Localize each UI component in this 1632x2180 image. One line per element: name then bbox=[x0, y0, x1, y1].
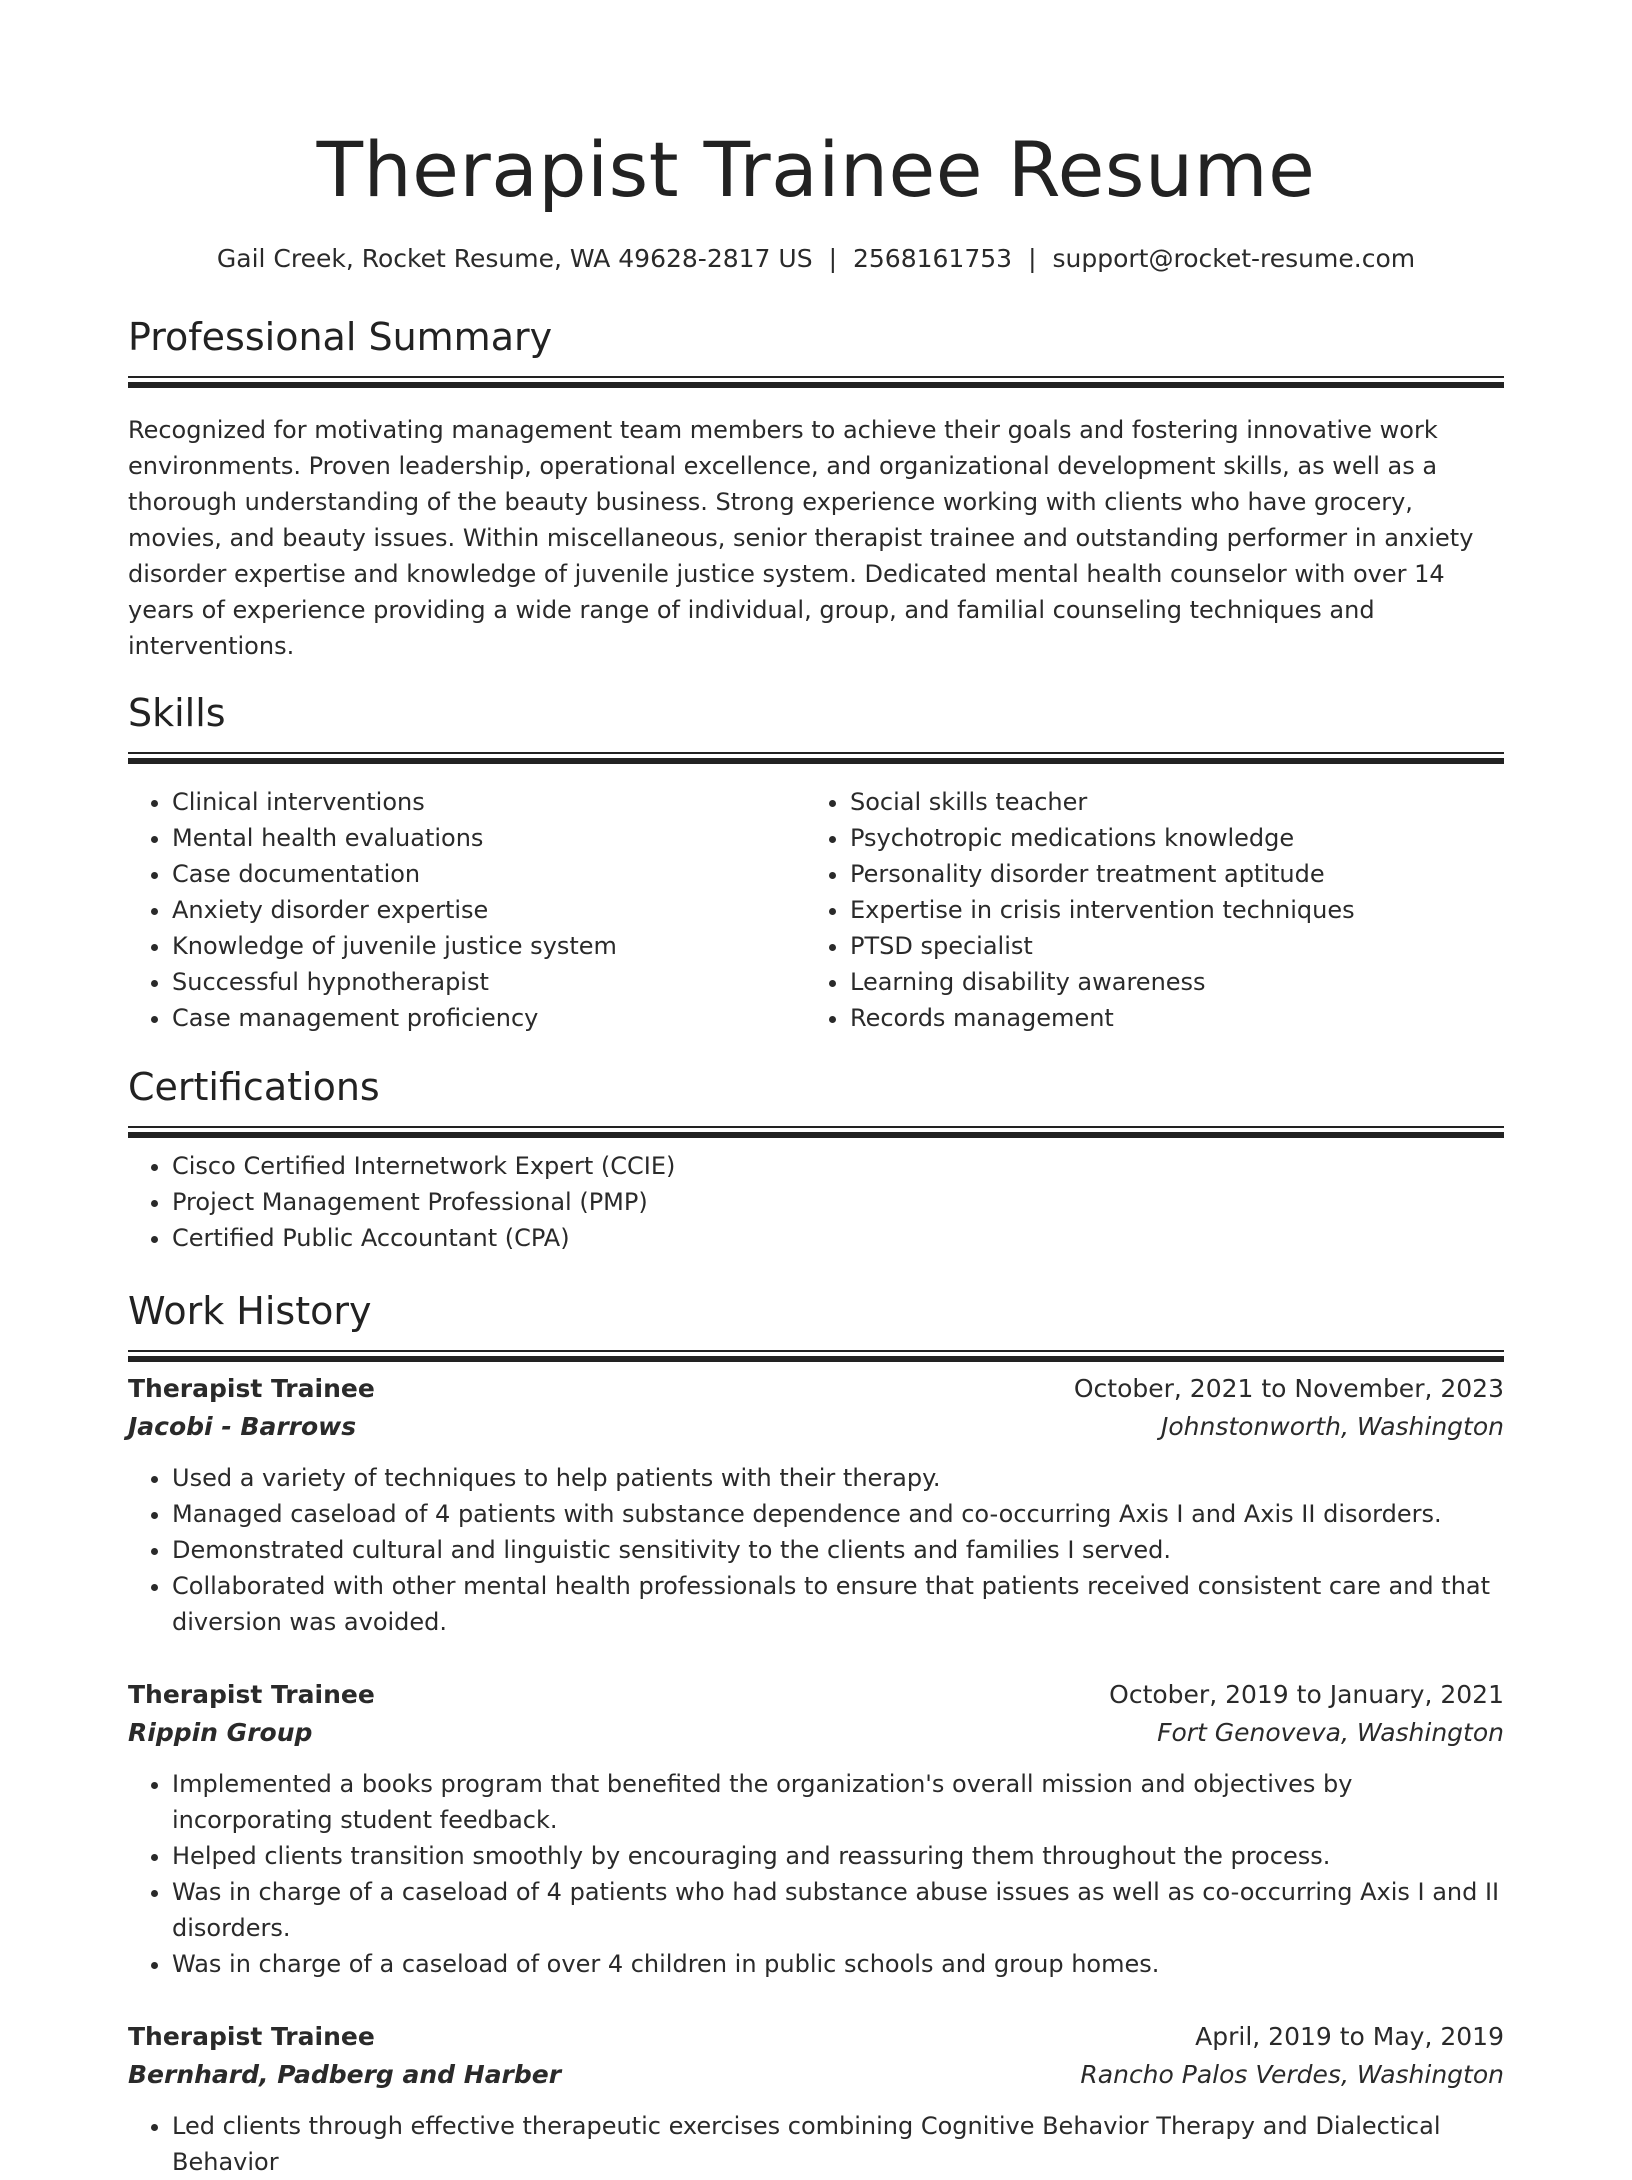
skill-item: • Expertise in crisis intervention techniques bbox=[850, 892, 1484, 928]
section-divider bbox=[128, 1126, 1504, 1128]
skill-item: • Clinical interventions bbox=[172, 784, 806, 820]
skills-column-left bbox=[128, 784, 806, 1036]
contact-address: Gail Creek, Rocket Resume, WA 49628-2817 US bbox=[216, 244, 813, 273]
job-dates: October, 2019 to January, 2021 bbox=[1109, 1680, 1504, 1709]
job-location: Rancho Palos Verdes, Washington bbox=[1080, 2060, 1504, 2089]
certification-item: • Cisco Certified Internetwork Expert (CCIE) bbox=[172, 1148, 1504, 1184]
skill-item: • Successful hypnotherapist bbox=[172, 964, 806, 1000]
skill-item: • Case management proficiency bbox=[172, 1000, 806, 1036]
skill-item: • Learning disability awareness bbox=[850, 964, 1484, 1000]
job-header bbox=[128, 2018, 1504, 2056]
skills-column-right bbox=[806, 784, 1484, 1036]
job-header bbox=[128, 1676, 1504, 1714]
job-bullet: • Collaborated with other mental health professionals to ensure that patients received consistent care and that diversion was avoided. bbox=[172, 1568, 1504, 1640]
job-company: Jacobi - Barrows bbox=[128, 1412, 357, 1441]
job-subheader bbox=[128, 1714, 1504, 1752]
job-title: Therapist Trainee bbox=[128, 1680, 375, 1709]
skill-item: • Personality disorder treatment aptitude bbox=[850, 856, 1484, 892]
skills-grid bbox=[128, 784, 1504, 1036]
certification-item: • Certified Public Accountant (CPA) bbox=[172, 1220, 1504, 1256]
contact-separator: | bbox=[828, 244, 837, 273]
contact-separator: | bbox=[1028, 244, 1037, 273]
job-title: Therapist Trainee bbox=[128, 1374, 375, 1403]
job-subheader bbox=[128, 2056, 1504, 2094]
section-divider bbox=[128, 1350, 1504, 1352]
section-divider bbox=[128, 376, 1504, 378]
job-header bbox=[128, 1370, 1504, 1408]
job-subheader bbox=[128, 1408, 1504, 1446]
job-title: Therapist Trainee bbox=[128, 2022, 375, 2051]
job-company: Rippin Group bbox=[128, 1718, 313, 1747]
job-entry bbox=[128, 1676, 1504, 1982]
resume-title: Therapist Trainee Resume bbox=[316, 125, 1316, 214]
skills-section bbox=[128, 688, 1504, 1036]
summary-section bbox=[128, 312, 1504, 664]
job-bullet: • Implemented a books program that benefited the organization's overall mission and objectives by incorporating student feedback. bbox=[172, 1766, 1504, 1838]
skill-item: • Case documentation bbox=[172, 856, 806, 892]
certification-item: • Project Management Professional (PMP) bbox=[172, 1184, 1504, 1220]
section-divider bbox=[128, 752, 1504, 754]
work-history-heading: Work History bbox=[128, 1289, 372, 1333]
job-bullet: • Led clients through effective therapeutic exercises combining Cognitive Behavior Therapy and Dialectical Behavior bbox=[172, 2108, 1504, 2180]
skills-list-right bbox=[806, 784, 1484, 1036]
skills-list-left bbox=[128, 784, 806, 1036]
job-bullet: • Helped clients transition smoothly by encouraging and reassuring them throughout the process. bbox=[172, 1838, 1504, 1874]
job-entry bbox=[128, 2018, 1504, 2180]
resume-page bbox=[128, 0, 1504, 2180]
job-company: Bernhard, Padberg and Harber bbox=[128, 2060, 562, 2089]
skill-item: • Records management bbox=[850, 1000, 1484, 1036]
job-bullet: • Was in charge of a caseload of 4 patients who had substance abuse issues as well as co-occurring Axis I and II disorders. bbox=[172, 1874, 1504, 1946]
skill-item: • Mental health evaluations bbox=[172, 820, 806, 856]
job-location: Johnstonworth, Washington bbox=[1160, 1412, 1504, 1441]
skills-heading: Skills bbox=[128, 691, 226, 735]
job-dates: April, 2019 to May, 2019 bbox=[1195, 2022, 1504, 2051]
job-bullets bbox=[128, 1460, 1504, 1640]
skill-item: • Psychotropic medications knowledge bbox=[850, 820, 1484, 856]
certifications-section bbox=[128, 1062, 1504, 1256]
contact-email[interactable]: support@rocket-resume.com bbox=[1052, 244, 1416, 273]
skill-item: • Social skills teacher bbox=[850, 784, 1484, 820]
job-dates: October, 2021 to November, 2023 bbox=[1073, 1374, 1504, 1403]
certifications-list bbox=[128, 1148, 1504, 1256]
job-bullet: • Demonstrated cultural and linguistic sensitivity to the clients and families I served. bbox=[172, 1532, 1504, 1568]
job-bullet: • Managed caseload of 4 patients with substance dependence and co-occurring Axis I and Axis II disorders. bbox=[172, 1496, 1504, 1532]
certifications-heading: Certifications bbox=[128, 1065, 380, 1109]
contact-line bbox=[128, 242, 1504, 276]
job-location: Fort Genoveva, Washington bbox=[1157, 1718, 1504, 1747]
job-bullets bbox=[128, 2108, 1504, 2180]
job-bullet: • Was in charge of a caseload of over 4 children in public schools and group homes. bbox=[172, 1946, 1504, 1982]
job-bullets bbox=[128, 1766, 1504, 1982]
summary-heading: Professional Summary bbox=[128, 315, 553, 359]
skill-item: • Anxiety disorder expertise bbox=[172, 892, 806, 928]
work-history-section bbox=[128, 1286, 1504, 2180]
skill-item: • Knowledge of juvenile justice system bbox=[172, 928, 806, 964]
summary-text: Recognized for motivating management team members to achieve their goals and fostering innovative work environments. Proven leadership, operational excellence, and organizational development skills, as well as a thorough understanding of the beauty business. Strong experience working with clients who have grocery, movies, and beauty issues. Within miscellaneous, senior therapist trainee and outstanding performer in anxiety disorder expertise and knowledge of juvenile justice system. Dedicated mental health counselor with over 14 years of experience providing a wide range of individual, group, and familial counseling techniques and interventions. bbox=[128, 416, 1474, 660]
skill-item: • PTSD specialist bbox=[850, 928, 1484, 964]
job-bullet: • Used a variety of techniques to help patients with their therapy. bbox=[172, 1460, 1504, 1496]
contact-phone: 2568161753 bbox=[853, 244, 1013, 273]
job-entry bbox=[128, 1370, 1504, 1640]
